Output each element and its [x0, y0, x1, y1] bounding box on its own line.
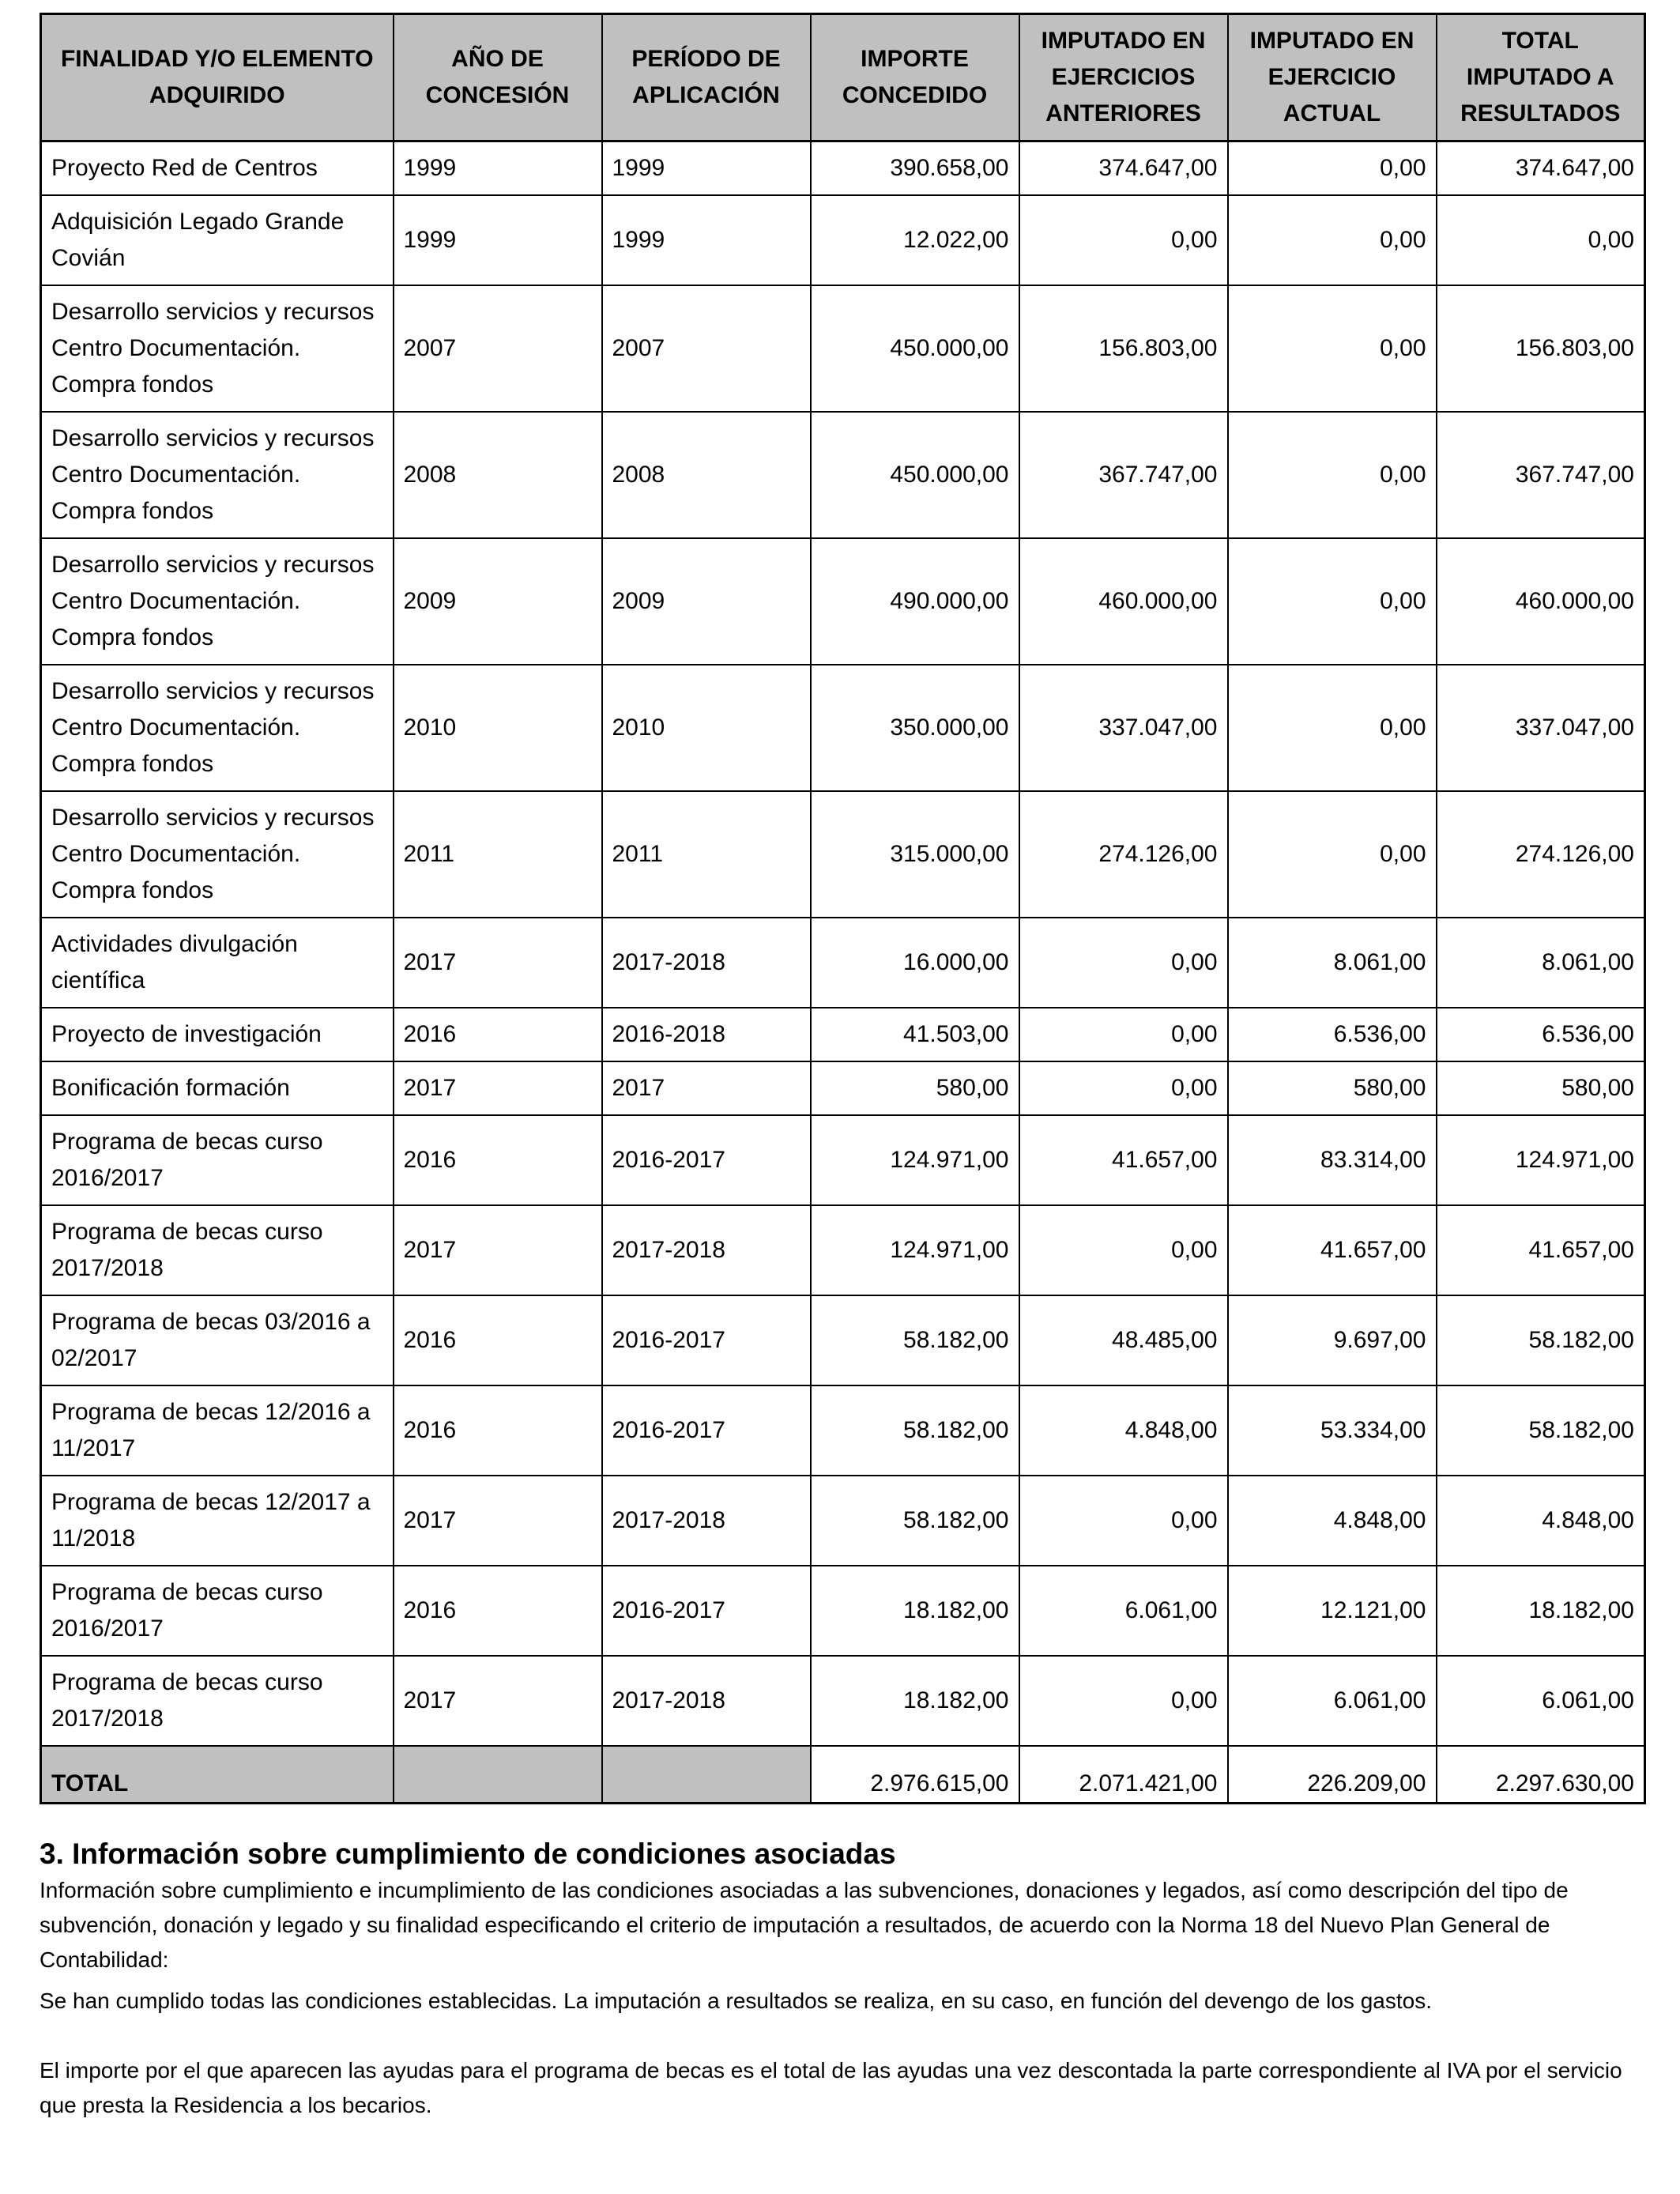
cell-ano: 2016	[394, 1115, 602, 1205]
cell-periodo: 2016-2017	[602, 1115, 811, 1205]
cell-importe: 18.182,00	[811, 1656, 1019, 1746]
table-row	[41, 1008, 1645, 1061]
cell-importe: 450.000,00	[811, 285, 1019, 412]
cell-anteriores: 460.000,00	[1019, 538, 1228, 665]
cell-anteriores: 156.803,00	[1019, 285, 1228, 412]
cell-periodo: 2017-2018	[602, 1205, 811, 1295]
cell-periodo: 2016-2017	[602, 1566, 811, 1656]
cell-actual: 41.657,00	[1228, 1205, 1437, 1295]
total-empty-cell	[394, 1746, 602, 1804]
table-row	[41, 918, 1645, 1008]
cell-anteriores: 41.657,00	[1019, 1115, 1228, 1205]
table-row	[41, 141, 1645, 196]
cell-periodo: 2017-2018	[602, 1656, 811, 1746]
cell-ano: 2017	[394, 1205, 602, 1295]
cell-anteriores: 0,00	[1019, 1061, 1228, 1115]
cell-ano: 2008	[394, 412, 602, 538]
table-row	[41, 791, 1645, 918]
cell-actual: 9.697,00	[1228, 1295, 1437, 1385]
cell-periodo: 2008	[602, 412, 811, 538]
cell-periodo: 2011	[602, 791, 811, 918]
cell-ano: 2017	[394, 1061, 602, 1115]
cell-anteriores: 0,00	[1019, 918, 1228, 1008]
cell-anteriores: 0,00	[1019, 1008, 1228, 1061]
cell-finalidad: Programa de becas 12/2017 a 11/2018	[41, 1476, 394, 1566]
cell-anteriores: 0,00	[1019, 1476, 1228, 1566]
section-title: 3. Información sobre cumplimiento de condiciones asociadas	[40, 1838, 896, 1870]
cell-ano: 2011	[394, 791, 602, 918]
cell-ano: 2016	[394, 1385, 602, 1476]
cell-total: 580,00	[1437, 1061, 1645, 1115]
cell-total: 460.000,00	[1437, 538, 1645, 665]
cell-total: 124.971,00	[1437, 1115, 1645, 1205]
cell-periodo: 2009	[602, 538, 811, 665]
cell-anteriores: 4.848,00	[1019, 1385, 1228, 1476]
cell-total: 6.061,00	[1437, 1656, 1645, 1746]
cell-importe: 450.000,00	[811, 412, 1019, 538]
cell-actual: 12.121,00	[1228, 1566, 1437, 1656]
cell-periodo: 2017	[602, 1061, 811, 1115]
cell-actual: 8.061,00	[1228, 918, 1437, 1008]
table-row	[41, 195, 1645, 285]
cell-finalidad: Programa de becas curso 2016/2017	[41, 1566, 394, 1656]
total-importe: 2.976.615,00	[811, 1746, 1019, 1804]
cell-ano: 2017	[394, 1476, 602, 1566]
cell-total: 4.848,00	[1437, 1476, 1645, 1566]
cell-total: 58.182,00	[1437, 1295, 1645, 1385]
cell-finalidad: Programa de becas 03/2016 a 02/2017	[41, 1295, 394, 1385]
conditions-section	[40, 1835, 1644, 2123]
cell-actual: 0,00	[1228, 791, 1437, 918]
cell-finalidad: Desarrollo servicios y recursos Centro Documentación. Compra fondos	[41, 791, 394, 918]
cell-periodo: 2017-2018	[602, 1476, 811, 1566]
cell-importe: 18.182,00	[811, 1566, 1019, 1656]
cell-ano: 2017	[394, 918, 602, 1008]
section-paragraph: Información sobre cumplimiento e incumplimiento de las condiciones asociadas a las subvenciones, donaciones y legados, así como descripción del tipo de subvención, donación y legado y su finalidad especificando el criterio de imputación a resultados, de acuerdo con la Norma 18 del Nuevo Plan General de Contabilidad:	[40, 1878, 1569, 1972]
header-imputado-anteriores: IMPUTADO EN EJERCICIOS ANTERIORES	[1019, 14, 1228, 141]
cell-ano: 2016	[394, 1295, 602, 1385]
cell-total: 337.047,00	[1437, 665, 1645, 791]
cell-anteriores: 274.126,00	[1019, 791, 1228, 918]
cell-actual: 0,00	[1228, 538, 1437, 665]
cell-importe: 580,00	[811, 1061, 1019, 1115]
cell-actual: 53.334,00	[1228, 1385, 1437, 1476]
cell-importe: 390.658,00	[811, 141, 1019, 196]
cell-finalidad: Desarrollo servicios y recursos Centro Documentación. Compra fondos	[41, 412, 394, 538]
cell-actual: 6.536,00	[1228, 1008, 1437, 1061]
header-periodo-aplicacion: PERÍODO DE APLICACIÓN	[602, 14, 811, 141]
cell-finalidad: Programa de becas curso 2017/2018	[41, 1656, 394, 1746]
cell-importe: 350.000,00	[811, 665, 1019, 791]
total-label: TOTAL	[41, 1746, 394, 1804]
total-imputado: 2.297.630,00	[1437, 1746, 1645, 1804]
cell-periodo: 1999	[602, 195, 811, 285]
cell-periodo: 2017-2018	[602, 918, 811, 1008]
cell-anteriores: 0,00	[1019, 1656, 1228, 1746]
section-paragraph: El importe por el que aparecen las ayudas para el programa de becas es el total de las ayudas una vez descontada la parte correspondiente al IVA por el servicio que presta la Residencia a los becarios.	[40, 2058, 1622, 2117]
cell-finalidad: Programa de becas curso 2017/2018	[41, 1205, 394, 1295]
grants-table	[40, 13, 1646, 1804]
cell-anteriores: 0,00	[1019, 195, 1228, 285]
cell-finalidad: Desarrollo servicios y recursos Centro Documentación. Compra fondos	[41, 665, 394, 791]
total-anteriores: 2.071.421,00	[1019, 1746, 1228, 1804]
table-row	[41, 1656, 1645, 1746]
table-body	[41, 141, 1645, 1747]
cell-finalidad: Bonificación formación	[41, 1061, 394, 1115]
cell-actual: 0,00	[1228, 665, 1437, 791]
cell-importe: 315.000,00	[811, 791, 1019, 918]
cell-actual: 0,00	[1228, 141, 1437, 196]
cell-importe: 490.000,00	[811, 538, 1019, 665]
cell-finalidad: Programa de becas 12/2016 a 11/2017	[41, 1385, 394, 1476]
table-row	[41, 412, 1645, 538]
cell-finalidad: Proyecto Red de Centros	[41, 141, 394, 196]
section-paragraph: Se han cumplido todas las condiciones establecidas. La imputación a resultados se realiza, en su caso, en función del devengo de los gastos.	[40, 1989, 1432, 2013]
cell-ano: 1999	[394, 141, 602, 196]
cell-ano: 2016	[394, 1566, 602, 1656]
cell-finalidad: Desarrollo servicios y recursos Centro Documentación. Compra fondos	[41, 538, 394, 665]
table-row	[41, 1115, 1645, 1205]
cell-ano: 2017	[394, 1656, 602, 1746]
header-ano-concesion: AÑO DE CONCESIÓN	[394, 14, 602, 141]
cell-total: 0,00	[1437, 195, 1645, 285]
cell-ano: 1999	[394, 195, 602, 285]
cell-total: 367.747,00	[1437, 412, 1645, 538]
total-actual: 226.209,00	[1228, 1746, 1437, 1804]
table-row	[41, 665, 1645, 791]
cell-total: 8.061,00	[1437, 918, 1645, 1008]
cell-periodo: 2016-2018	[602, 1008, 811, 1061]
cell-periodo: 2016-2017	[602, 1385, 811, 1476]
cell-importe: 124.971,00	[811, 1205, 1019, 1295]
table-row	[41, 285, 1645, 412]
cell-finalidad: Programa de becas curso 2016/2017	[41, 1115, 394, 1205]
table-row	[41, 1205, 1645, 1295]
cell-total: 274.126,00	[1437, 791, 1645, 918]
cell-anteriores: 48.485,00	[1019, 1295, 1228, 1385]
cell-importe: 58.182,00	[811, 1385, 1019, 1476]
cell-actual: 0,00	[1228, 285, 1437, 412]
cell-importe: 58.182,00	[811, 1476, 1019, 1566]
total-empty-cell	[602, 1746, 811, 1804]
table-row	[41, 538, 1645, 665]
cell-periodo: 2016-2017	[602, 1295, 811, 1385]
cell-anteriores: 0,00	[1019, 1205, 1228, 1295]
cell-actual: 0,00	[1228, 412, 1437, 538]
table-row	[41, 1476, 1645, 1566]
cell-importe: 41.503,00	[811, 1008, 1019, 1061]
cell-periodo: 2010	[602, 665, 811, 791]
cell-importe: 12.022,00	[811, 195, 1019, 285]
cell-anteriores: 367.747,00	[1019, 412, 1228, 538]
cell-actual: 83.314,00	[1228, 1115, 1437, 1205]
cell-total: 156.803,00	[1437, 285, 1645, 412]
cell-ano: 2016	[394, 1008, 602, 1061]
table-row	[41, 1566, 1645, 1656]
cell-actual: 580,00	[1228, 1061, 1437, 1115]
cell-actual: 4.848,00	[1228, 1476, 1437, 1566]
cell-anteriores: 374.647,00	[1019, 141, 1228, 196]
cell-finalidad: Proyecto de investigación	[41, 1008, 394, 1061]
cell-periodo: 2007	[602, 285, 811, 412]
cell-actual: 0,00	[1228, 195, 1437, 285]
cell-finalidad: Adquisición Legado Grande Covián	[41, 195, 394, 285]
table-header-row	[41, 14, 1645, 141]
cell-total: 58.182,00	[1437, 1385, 1645, 1476]
cell-total: 374.647,00	[1437, 141, 1645, 196]
cell-total: 41.657,00	[1437, 1205, 1645, 1295]
table-total-row	[41, 1746, 1645, 1804]
cell-total: 18.182,00	[1437, 1566, 1645, 1656]
table-row	[41, 1061, 1645, 1115]
header-finalidad: FINALIDAD Y/O ELEMENTO ADQUIRIDO	[41, 14, 394, 141]
cell-finalidad: Actividades divulgación científica	[41, 918, 394, 1008]
cell-actual: 6.061,00	[1228, 1656, 1437, 1746]
cell-periodo: 1999	[602, 141, 811, 196]
cell-importe: 16.000,00	[811, 918, 1019, 1008]
cell-ano: 2010	[394, 665, 602, 791]
table-row	[41, 1295, 1645, 1385]
table-row	[41, 1385, 1645, 1476]
cell-importe: 58.182,00	[811, 1295, 1019, 1385]
cell-anteriores: 6.061,00	[1019, 1566, 1228, 1656]
header-importe-concedido: IMPORTE CONCEDIDO	[811, 14, 1019, 141]
cell-importe: 124.971,00	[811, 1115, 1019, 1205]
cell-finalidad: Desarrollo servicios y recursos Centro Documentación. Compra fondos	[41, 285, 394, 412]
cell-anteriores: 337.047,00	[1019, 665, 1228, 791]
header-total-imputado: TOTAL IMPUTADO A RESULTADOS	[1437, 14, 1645, 141]
header-imputado-actual: IMPUTADO EN EJERCICIO ACTUAL	[1228, 14, 1437, 141]
cell-total: 6.536,00	[1437, 1008, 1645, 1061]
cell-ano: 2007	[394, 285, 602, 412]
cell-ano: 2009	[394, 538, 602, 665]
